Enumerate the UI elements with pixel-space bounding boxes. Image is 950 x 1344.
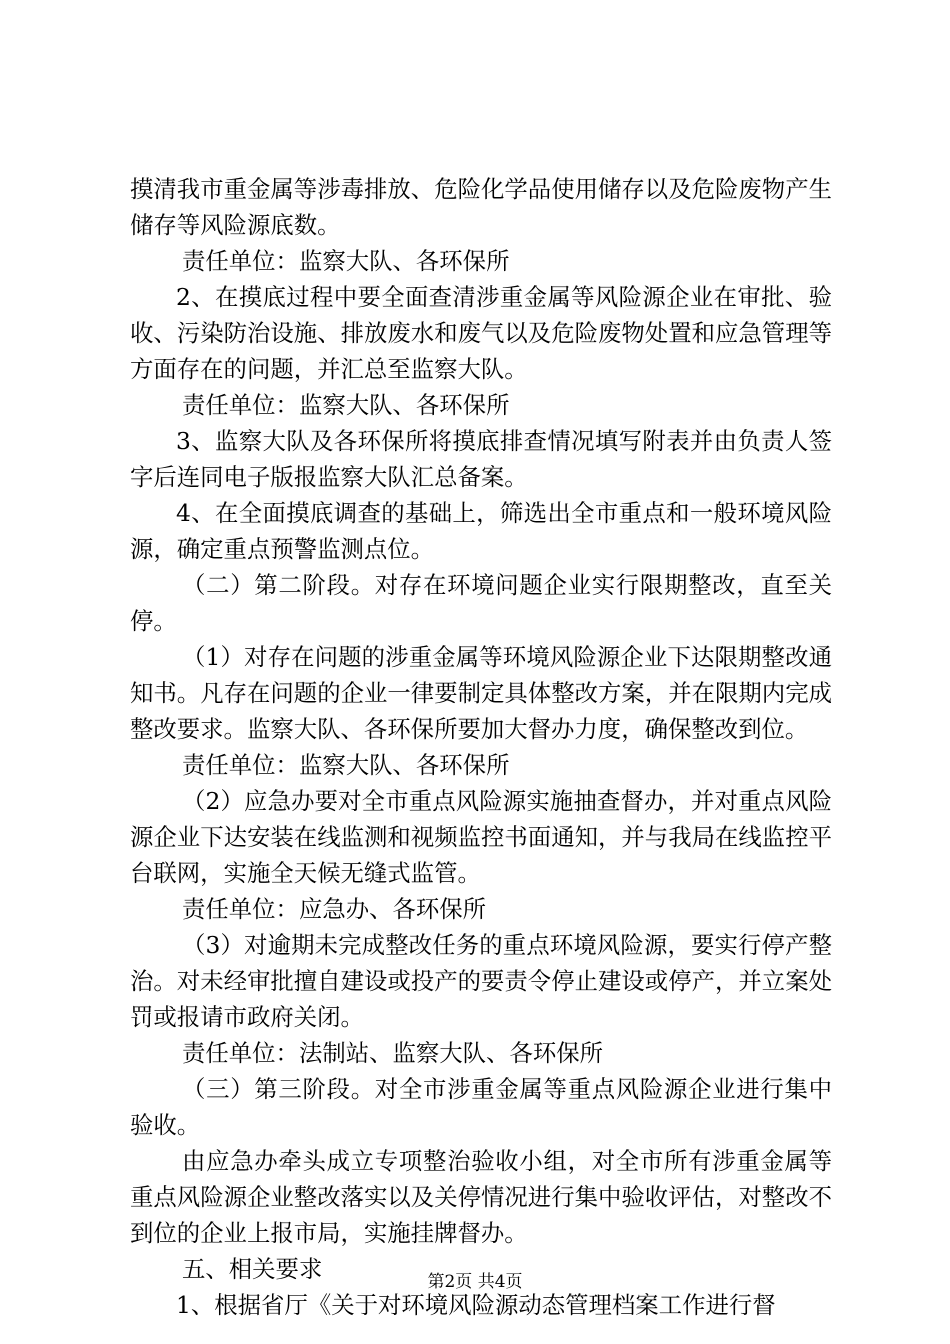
paragraph-item-4: 4、在全面摸底调查的基础上，筛选出全市重点和一般环境风险源，确定重点预警监测点位。 [130, 499, 832, 563]
page-number-label: 第2页 共4页 [427, 1272, 523, 1292]
paragraph-stage-2-item-1: （1）对存在问题的涉重金属等环境风险源企业下达限期整改通知书。凡存在问题的企业一律要制定具体整改方案，并在限期内完成整改要求。监察大队、各环保所要加大督办力度，确保整改到位。 [130, 643, 832, 743]
paragraph-stage-2-heading: （二）第二阶段。对存在环境问题企业实行限期整改，直至关停。 [130, 571, 832, 635]
paragraph-responsibility-5: 责任单位：法制站、监察大队、各环保所 [182, 1039, 604, 1067]
paragraph-stage-2-item-3: （3）对逾期未完成整改任务的重点环境风险源，要实行停产整治。对未经审批擅自建设或投产的要责令停止建设或停产，并立案处罚或报请市政府关闭。 [130, 931, 832, 1031]
paragraph-stage-2-item-2: （2）应急办要对全市重点风险源实施抽查督办，并对重点风险源企业下达安装在线监测和视频监控书面通知，并与我局在线监控平台联网，实施全天候无缝式监管。 [130, 787, 832, 887]
paragraph-section-5-item-1: 1、根据省厅《关于对环境风险源动态管理档案工作进行督 [176, 1291, 776, 1319]
paragraph-responsibility-1: 责任单位：监察大队、各环保所 [182, 247, 510, 275]
paragraph-section-5-heading: 五、相关要求 [182, 1255, 323, 1283]
paragraph-stage-3-heading: （三）第三阶段。对全市涉重金属等重点风险源企业进行集中验收。 [130, 1075, 832, 1139]
paragraph-item-2: 2、在摸底过程中要全面查清涉重金属等风险源企业在审批、验收、污染防治设施、排放废水和废气以及危险废物处置和应急管理等方面存在的问题，并汇总至监察大队。 [130, 283, 832, 383]
paragraph-intro: 摸清我市重金属等涉毒排放、危险化学品使用储存以及危险废物产生储存等风险源底数。 [130, 175, 832, 239]
paragraph-responsibility-2: 责任单位：监察大队、各环保所 [182, 391, 510, 419]
document-body [130, 171, 832, 1323]
paragraph-item-3: 3、监察大队及各环保所将摸底排查情况填写附表并由负责人签字后连同电子版报监察大队汇总备案。 [130, 427, 832, 491]
paragraph-responsibility-3: 责任单位：监察大队、各环保所 [182, 751, 510, 779]
page-footer [0, 1271, 950, 1293]
paragraph-responsibility-4: 责任单位：应急办、各环保所 [182, 895, 487, 923]
paragraph-stage-3-body: 由应急办牵头成立专项整治验收小组，对全市所有涉重金属等重点风险源企业整改落实以及关停情况进行集中验收评估，对整改不到位的企业上报市局，实施挂牌督办。 [130, 1147, 832, 1247]
